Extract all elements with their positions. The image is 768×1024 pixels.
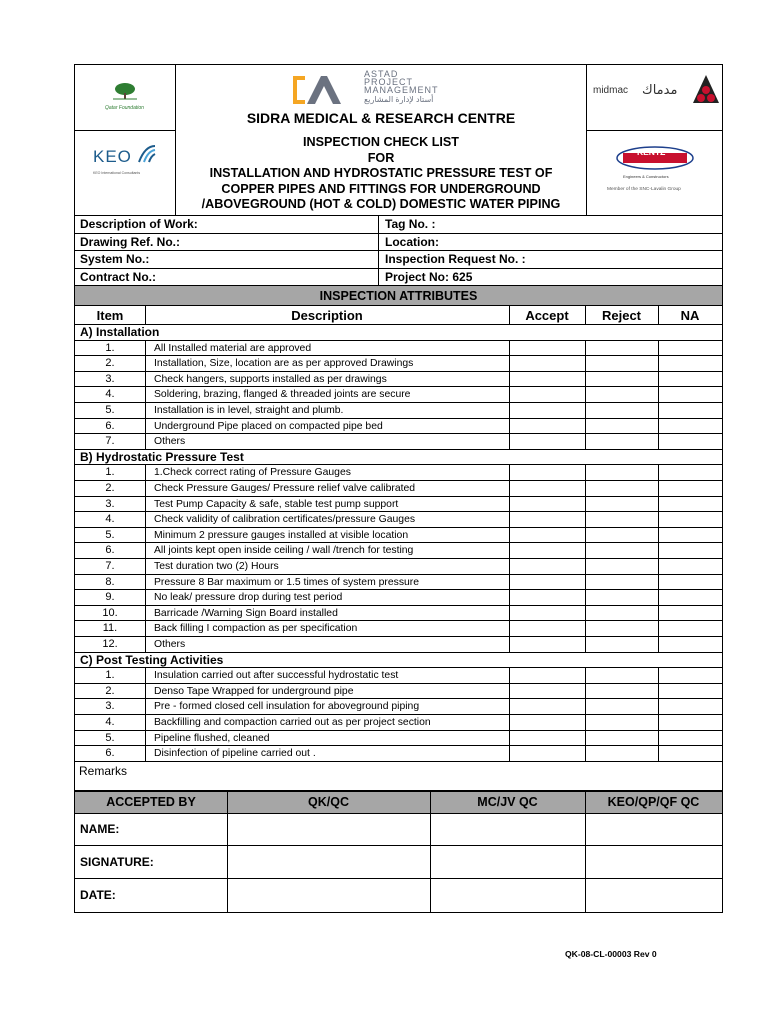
table-row bbox=[75, 356, 722, 372]
table-row bbox=[75, 403, 722, 419]
na-checkbox-cell[interactable] bbox=[658, 575, 722, 590]
table-column-headers bbox=[75, 306, 722, 325]
item-number: 6. bbox=[105, 419, 115, 432]
item-number: 3. bbox=[105, 700, 115, 713]
astad-logo-line3: MANAGEMENT bbox=[364, 85, 439, 95]
table-row bbox=[75, 731, 722, 747]
table-row bbox=[75, 341, 722, 357]
na-checkbox-cell[interactable] bbox=[658, 528, 722, 543]
mc-jv-qc-header: MC/JV QC bbox=[477, 795, 538, 809]
item-number: 6. bbox=[105, 544, 115, 557]
column-item-header: Item bbox=[96, 308, 124, 323]
accept-checkbox-cell[interactable] bbox=[509, 606, 585, 621]
column-accept-header: Accept bbox=[525, 308, 569, 323]
reject-checkbox-cell[interactable] bbox=[585, 528, 658, 543]
signoff-header-row bbox=[75, 792, 722, 814]
acceptance-signoff-table bbox=[74, 791, 723, 913]
column-na-header: NA bbox=[680, 308, 700, 323]
section-header-row bbox=[75, 653, 722, 669]
name-label: NAME: bbox=[80, 822, 120, 836]
table-row bbox=[75, 419, 722, 435]
inspection-request-label: Inspection Request No. : bbox=[385, 252, 526, 266]
na-checkbox-cell[interactable] bbox=[658, 481, 722, 496]
na-checkbox-cell[interactable] bbox=[658, 715, 722, 730]
qk-qc-header: QK/QC bbox=[308, 795, 349, 809]
remarks-area[interactable] bbox=[75, 778, 722, 790]
item-number: 1. bbox=[105, 466, 115, 479]
qatar-foundation-logo-icon bbox=[75, 65, 176, 131]
item-description: Barricade /Warning Sign Board installed bbox=[154, 607, 338, 619]
contract-no-label: Contract No.: bbox=[80, 269, 156, 284]
qatar-foundation-logo-text: Qatar Foundation bbox=[105, 105, 144, 111]
section-title: A) Installation bbox=[80, 325, 160, 339]
table-row bbox=[75, 668, 722, 684]
reject-checkbox-cell[interactable] bbox=[585, 341, 658, 356]
accept-checkbox-cell[interactable] bbox=[509, 419, 585, 434]
kentz-logo-subtitle: Engineers & Constructors bbox=[623, 174, 669, 179]
item-number: 7. bbox=[105, 435, 115, 448]
reject-checkbox-cell[interactable] bbox=[585, 434, 658, 449]
drawing-ref-label: Drawing Ref. No.: bbox=[80, 234, 181, 249]
keo-wave-icon bbox=[137, 144, 157, 164]
accept-checkbox-cell[interactable] bbox=[509, 575, 585, 590]
accept-checkbox-cell[interactable] bbox=[509, 715, 585, 730]
table-row bbox=[75, 387, 722, 403]
accept-checkbox-cell[interactable] bbox=[509, 621, 585, 636]
accept-checkbox-cell[interactable] bbox=[509, 559, 585, 574]
item-description: Others bbox=[154, 639, 186, 650]
kentz-member-text: Member of the SNC-Lavalin Group bbox=[607, 187, 681, 192]
checklist-title-line-3: INSTALLATION AND HYDROSTATIC PRESSURE TEST OF bbox=[209, 166, 553, 181]
table-row bbox=[75, 434, 722, 450]
item-number: 11. bbox=[102, 622, 118, 635]
na-checkbox-cell[interactable] bbox=[658, 684, 722, 699]
astad-logo-icon bbox=[291, 70, 351, 108]
reject-checkbox-cell[interactable] bbox=[585, 731, 658, 746]
reject-checkbox-cell[interactable] bbox=[585, 543, 658, 558]
section-header-row bbox=[75, 450, 722, 466]
reject-checkbox-cell[interactable] bbox=[585, 715, 658, 730]
item-description: Check validity of calibration certificates/pressure Gauges bbox=[154, 514, 416, 526]
item-description: Back filling I compaction as per specification bbox=[154, 623, 358, 635]
table-row bbox=[75, 575, 722, 591]
item-description: Check Pressure Gauges/ Pressure relief valve calibrated bbox=[154, 483, 416, 494]
na-checkbox-cell[interactable] bbox=[658, 341, 722, 356]
item-description: Backfilling and compaction carried out as per project section bbox=[154, 717, 431, 728]
item-number: 6. bbox=[105, 747, 115, 760]
accepted-by-header: ACCEPTED BY bbox=[106, 795, 196, 809]
item-number: 2. bbox=[105, 482, 115, 494]
info-row-system bbox=[75, 251, 722, 269]
qatar-foundation-logo-cell bbox=[75, 65, 176, 131]
accept-checkbox-cell[interactable] bbox=[509, 684, 585, 699]
kentz-logo-text: KENTZ bbox=[637, 147, 666, 157]
na-checkbox-cell[interactable] bbox=[658, 606, 722, 621]
table-row bbox=[75, 684, 722, 700]
item-number: 5. bbox=[105, 731, 115, 744]
item-number: 9. bbox=[105, 591, 115, 604]
item-description: Installation is in level, straight and plumb. bbox=[154, 405, 344, 416]
na-checkbox-cell[interactable] bbox=[658, 356, 722, 371]
astad-logo-line2: PROJECT bbox=[364, 77, 414, 87]
item-description: Denso Tape Wrapped for underground pipe bbox=[154, 685, 354, 697]
item-number: 8. bbox=[105, 575, 115, 588]
table-row bbox=[75, 372, 722, 388]
na-checkbox-cell[interactable] bbox=[658, 465, 722, 480]
keo-qp-qf-qc-header: KEO/QP/QF QC bbox=[607, 795, 700, 809]
accept-checkbox-cell[interactable] bbox=[509, 528, 585, 543]
table-row bbox=[75, 621, 722, 637]
na-checkbox-cell[interactable] bbox=[658, 434, 722, 449]
item-number: 1. bbox=[105, 341, 115, 354]
accept-checkbox-cell[interactable] bbox=[509, 497, 585, 512]
reject-checkbox-cell[interactable] bbox=[585, 356, 658, 371]
section-title: C) Post Testing Activities bbox=[80, 652, 224, 667]
column-reject-header: Reject bbox=[601, 308, 642, 323]
na-checkbox-cell[interactable] bbox=[658, 559, 722, 574]
na-checkbox-cell[interactable] bbox=[658, 387, 722, 402]
table-row bbox=[75, 512, 722, 528]
item-description: 1.Check correct rating of Pressure Gauges bbox=[154, 467, 351, 479]
item-description: Insulation carried out after successful hydrostatic test bbox=[154, 670, 399, 682]
reject-checkbox-cell[interactable] bbox=[585, 699, 658, 714]
item-description: Pressure 8 Bar maximum or 1.5 times of system pressure bbox=[154, 576, 420, 588]
item-number: 2. bbox=[105, 684, 115, 697]
table-row bbox=[75, 497, 722, 513]
accept-checkbox-cell[interactable] bbox=[509, 543, 585, 558]
keo-logo-cell bbox=[75, 131, 176, 215]
table-row bbox=[75, 715, 722, 731]
reject-checkbox-cell[interactable] bbox=[585, 387, 658, 402]
na-checkbox-cell[interactable] bbox=[658, 403, 722, 418]
tag-no-label: Tag No. : bbox=[385, 217, 436, 231]
item-description: Test Pump Capacity & safe, stable test pump support bbox=[154, 498, 399, 510]
remarks-label: Remarks bbox=[79, 763, 128, 778]
item-number: 4. bbox=[105, 716, 115, 728]
reject-checkbox-cell[interactable] bbox=[585, 481, 658, 496]
project-no-label: Project No: 625 bbox=[385, 269, 473, 284]
item-number: 4. bbox=[105, 513, 115, 526]
item-number: 5. bbox=[105, 528, 115, 541]
accept-checkbox-cell[interactable] bbox=[509, 590, 585, 605]
item-description: Test duration two (2) Hours bbox=[154, 561, 279, 572]
table-row bbox=[75, 465, 722, 481]
item-description: Check hangers, supports installed as per drawings bbox=[154, 373, 387, 385]
midmac-logo-text: midmac bbox=[593, 85, 629, 96]
na-checkbox-cell[interactable] bbox=[658, 419, 722, 434]
item-description: Soldering, brazing, flanged & threaded joints are secure bbox=[154, 389, 411, 401]
table-row bbox=[75, 543, 722, 559]
table-row bbox=[75, 481, 722, 497]
reject-checkbox-cell[interactable] bbox=[585, 403, 658, 418]
item-description: Pre - formed closed cell insulation for aboveground piping bbox=[154, 701, 420, 713]
item-description: Others bbox=[154, 436, 186, 448]
document-reference: QK-08-CL-00003 Rev 0 bbox=[565, 949, 657, 959]
accept-checkbox-cell[interactable] bbox=[509, 356, 585, 371]
info-row-description bbox=[75, 216, 722, 234]
accept-checkbox-cell[interactable] bbox=[509, 731, 585, 746]
table-row bbox=[75, 699, 722, 715]
accept-checkbox-cell[interactable] bbox=[509, 341, 585, 356]
checklist-title-line-1: INSPECTION CHECK LIST bbox=[302, 135, 460, 149]
accept-checkbox-cell[interactable] bbox=[509, 403, 585, 418]
checklist-title bbox=[176, 135, 586, 213]
reject-checkbox-cell[interactable] bbox=[585, 746, 658, 761]
item-number: 10. bbox=[102, 606, 118, 619]
checklist-title-line-2: FOR bbox=[367, 150, 395, 165]
item-number: 3. bbox=[105, 372, 115, 385]
reject-checkbox-cell[interactable] bbox=[585, 621, 658, 636]
keo-logo-subtitle: KEO International Consultants bbox=[93, 171, 141, 175]
reject-checkbox-cell[interactable] bbox=[585, 668, 658, 683]
reject-checkbox-cell[interactable] bbox=[585, 606, 658, 621]
signature-label: SIGNATURE: bbox=[80, 855, 154, 869]
item-description: Disinfection of pipeline carried out . bbox=[154, 748, 316, 760]
item-description: Minimum 2 pressure gauges installed at visible location bbox=[154, 529, 409, 541]
keo-logo-text: KEO bbox=[93, 147, 132, 166]
info-row-contract bbox=[75, 269, 722, 287]
na-checkbox-cell[interactable] bbox=[658, 699, 722, 714]
item-number: 3. bbox=[105, 497, 115, 510]
system-no-label: System No.: bbox=[80, 252, 150, 266]
na-checkbox-cell[interactable] bbox=[658, 543, 722, 558]
item-description: Pipeline flushed, cleaned bbox=[154, 732, 270, 744]
midmac-triangle-icon bbox=[691, 73, 721, 105]
na-checkbox-cell[interactable] bbox=[658, 372, 722, 387]
table-row bbox=[75, 746, 722, 762]
astad-logo-arabic: أستاد لإدارة المشاريع bbox=[364, 95, 434, 104]
table-row bbox=[75, 637, 722, 653]
signoff-row-signature bbox=[75, 846, 722, 879]
table-row bbox=[75, 590, 722, 606]
accept-checkbox-cell[interactable] bbox=[509, 387, 585, 402]
item-description: Installation, Size, location are as per approved Drawings bbox=[154, 358, 414, 370]
date-label: DATE: bbox=[80, 888, 116, 902]
na-checkbox-cell[interactable] bbox=[658, 512, 722, 527]
na-checkbox-cell[interactable] bbox=[658, 590, 722, 605]
description-of-work-label: Description of Work: bbox=[80, 217, 198, 231]
checklist-title-line-4: COPPER PIPES AND FITTINGS FOR UNDERGROUND bbox=[221, 181, 541, 196]
signoff-row-date bbox=[75, 879, 722, 912]
info-row-drawing bbox=[75, 234, 722, 252]
reject-checkbox-cell[interactable] bbox=[585, 559, 658, 574]
midmac-logo-cell bbox=[586, 65, 722, 131]
location-label: Location: bbox=[385, 234, 439, 249]
reject-checkbox-cell[interactable] bbox=[585, 497, 658, 512]
midmac-logo-arabic: مدماك bbox=[642, 82, 678, 97]
document-header bbox=[74, 64, 723, 216]
accept-checkbox-cell[interactable] bbox=[509, 512, 585, 527]
accept-checkbox-cell[interactable] bbox=[509, 434, 585, 449]
work-info-block bbox=[74, 216, 723, 286]
astad-logo-line1: ASTAD bbox=[364, 69, 399, 79]
na-checkbox-cell[interactable] bbox=[658, 637, 722, 652]
accept-checkbox-cell[interactable] bbox=[509, 481, 585, 496]
item-description: Underground Pipe placed on compacted pipe bed bbox=[154, 420, 383, 432]
column-description-header: Description bbox=[291, 308, 363, 323]
reject-checkbox-cell[interactable] bbox=[585, 575, 658, 590]
na-checkbox-cell[interactable] bbox=[658, 621, 722, 636]
checklist-title-line-5: /ABOVEGROUND (HOT & COLD) DOMESTIC WATER PIPING bbox=[201, 197, 561, 212]
item-number: 7. bbox=[105, 560, 115, 572]
table-row bbox=[75, 559, 722, 575]
reject-checkbox-cell[interactable] bbox=[585, 684, 658, 699]
section-title: B) Hydrostatic Pressure Test bbox=[80, 449, 244, 464]
header-title-cell bbox=[176, 65, 586, 215]
accept-checkbox-cell[interactable] bbox=[509, 699, 585, 714]
kentz-logo-cell bbox=[586, 131, 722, 215]
item-number: 5. bbox=[105, 404, 115, 416]
inspection-attributes-table bbox=[74, 286, 723, 791]
inspection-attributes-banner: INSPECTION ATTRIBUTES bbox=[75, 286, 722, 306]
na-checkbox-cell[interactable] bbox=[658, 731, 722, 746]
item-number: 4. bbox=[105, 388, 115, 401]
item-description: All joints kept open inside ceiling / wall /trench for testing bbox=[154, 545, 414, 557]
organization-name: SIDRA MEDICAL & RESEARCH CENTRE bbox=[246, 110, 516, 126]
accept-checkbox-cell[interactable] bbox=[509, 372, 585, 387]
item-number: 2. bbox=[105, 357, 115, 370]
reject-checkbox-cell[interactable] bbox=[585, 372, 658, 387]
table-row bbox=[75, 606, 722, 622]
na-checkbox-cell[interactable] bbox=[658, 746, 722, 761]
accept-checkbox-cell[interactable] bbox=[509, 465, 585, 480]
table-row bbox=[75, 528, 722, 544]
item-description: All Installed material are approved bbox=[154, 342, 312, 354]
reject-checkbox-cell[interactable] bbox=[585, 419, 658, 434]
reject-checkbox-cell[interactable] bbox=[585, 465, 658, 480]
item-number: 1. bbox=[105, 669, 115, 682]
na-checkbox-cell[interactable] bbox=[658, 497, 722, 512]
section-header-row bbox=[75, 325, 722, 341]
accept-checkbox-cell[interactable] bbox=[509, 746, 585, 761]
signoff-row-name bbox=[75, 814, 722, 846]
reject-checkbox-cell[interactable] bbox=[585, 590, 658, 605]
na-checkbox-cell[interactable] bbox=[658, 668, 722, 683]
item-description: No leak/ pressure drop during test period bbox=[154, 592, 343, 604]
item-number: 12. bbox=[102, 638, 118, 650]
accept-checkbox-cell[interactable] bbox=[509, 637, 585, 652]
reject-checkbox-cell[interactable] bbox=[585, 637, 658, 652]
accept-checkbox-cell[interactable] bbox=[509, 668, 585, 683]
reject-checkbox-cell[interactable] bbox=[585, 512, 658, 527]
